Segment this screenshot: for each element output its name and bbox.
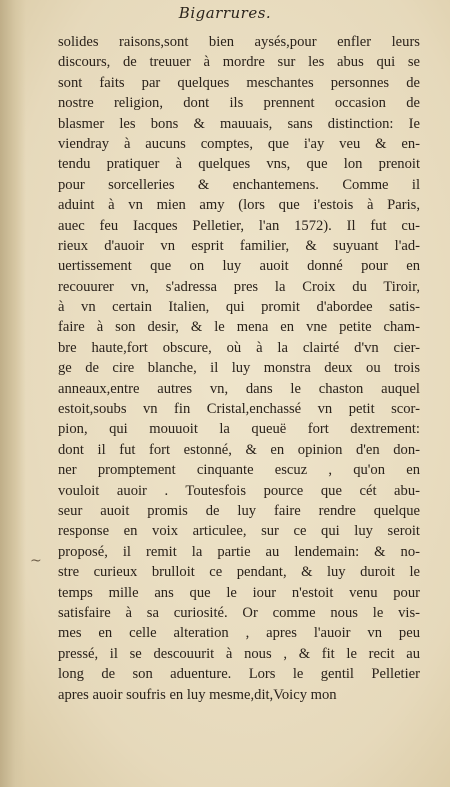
margin-mark-tilde: ~ [30, 553, 42, 569]
text-line: long de son aduenture. Lors le gentil Pelletier [58, 666, 420, 683]
text-line: seur auoit promis de luy faire rendre quelque [58, 502, 420, 519]
text-line: response en voix articulee, sur ce qui luy seroit [58, 523, 420, 540]
text-line: sont faits par quelques meschantes personnes de [58, 74, 420, 91]
text-line: ner promptement cinquante escuz , qu'on en [58, 462, 420, 479]
text-line: mes en celle alteration , apres l'auoir vn peu [58, 625, 420, 642]
text-line: anneaux,entre autres vn, dans le chaston auquel [58, 380, 420, 397]
text-line: à vn certain Italien, qui promit d'abordee satis- [58, 299, 420, 316]
text-line: uertissement que on luy auoit donné pour en [58, 258, 420, 275]
text-line: pion, qui mouuoit la queuë fort dextrement: [58, 421, 420, 438]
text-line: blasmer les bons & mauuais, sans distinction: Ie [58, 115, 420, 132]
text-line: satisfaire à sa curiosité. Or comme nous le vis- [58, 604, 420, 621]
text-line: discours, de treuuer à mordre sur les abus qui se [58, 54, 420, 71]
text-line: viendray à aucuns comptes, que i'ay veu & en- [58, 135, 420, 152]
text-line: tendu pratiquer à quelques vns, que lon prenoit [58, 156, 420, 173]
text-line: pour sorcelleries & enchantemens. Comme il [58, 176, 420, 193]
text-line: solides raisons,sont bien aysés,pour enfler leurs [58, 34, 420, 50]
running-head: Bigarrures. [178, 4, 272, 22]
text-line: pressé, il se descouurit à nous , & fit le recit au [58, 645, 420, 662]
text-line: estoit,soubs vn fin Cristal,enchassé vn petit scor- [58, 401, 420, 418]
text-line: bre haute,fort obscure, où à la clairté d'vn cier- [58, 339, 420, 356]
body-text [58, 32, 420, 705]
text-line: nostre religion, dont ils prennent occasion de [58, 95, 420, 112]
text-line: ge de cire blanche, il luy monstra deux ou trois [58, 360, 420, 377]
text-line: vouloit auoir . Toutesfois pource que cét abu- [58, 482, 420, 499]
text-line: proposé, il remit la partie au lendemain: & no- [58, 543, 420, 560]
text-line: dont il fut fort estonné, & en opinion d'en don- [58, 441, 420, 458]
text-line: apres auoir soufris en luy mesme,dit,Voicy mon [58, 686, 337, 703]
text-line: temps mille ans que le iour n'estoit venu pour [58, 584, 420, 601]
text-line: recouurer vn, s'adressa pres la Croix du Tiroir, [58, 278, 420, 295]
text-line: aduint à vn mien amy (lors que i'estois à Paris, [58, 197, 420, 214]
page-gutter [0, 0, 26, 787]
text-line: faire à son desir, & le mena en vne petite cham- [58, 319, 420, 336]
text-line: rieux d'auoir vn esprit familier, & suyuant l'ad- [58, 237, 420, 254]
text-line: auec feu Iacques Pelletier, l'an 1572). Il fut cu- [58, 217, 420, 234]
text-line: stre curieux brulloit ce pendant, & luy duroit le [58, 564, 420, 581]
